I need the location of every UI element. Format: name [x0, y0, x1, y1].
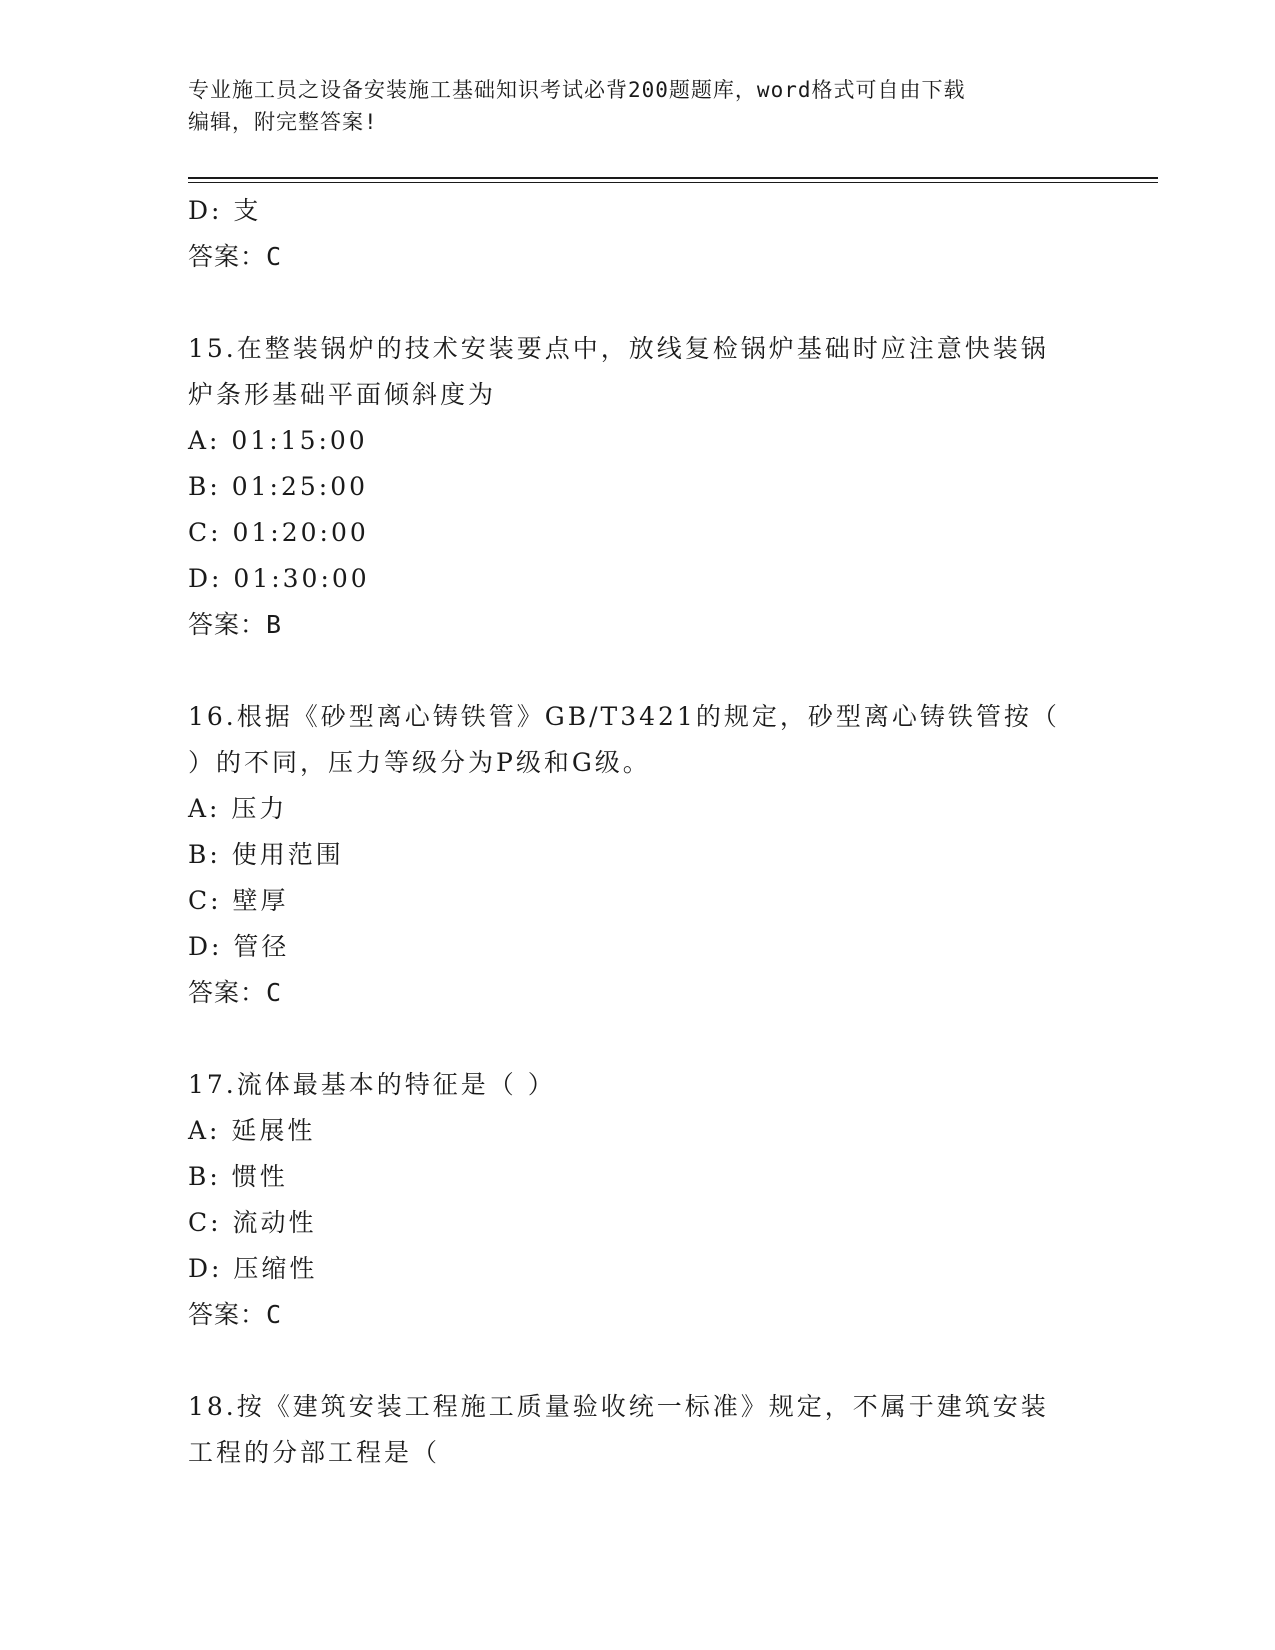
header-line-1: 专业施工员之设备安装施工基础知识考试必背200题题库，word格式可自由下载: [188, 78, 966, 102]
question-16-option-d: D: 管径: [188, 932, 290, 961]
header-rule-thin: [188, 182, 1158, 183]
question-content: [188, 188, 1088, 1476]
prev-answer: 答案：C: [188, 242, 283, 271]
question-17-answer: 答案：C: [188, 1300, 283, 1329]
question-15-text-line-2: 炉条形基础平面倾斜度为: [188, 380, 497, 409]
spacer: [188, 1016, 1088, 1062]
spacer: [188, 648, 1088, 694]
header-rule-thick: [188, 177, 1158, 179]
question-17-text-line-1: 17.流体最基本的特征是（ ）: [188, 1070, 556, 1099]
question-16-option-a: A: 压力: [188, 794, 288, 823]
question-17-option-b: B: 惯性: [188, 1162, 288, 1191]
question-15-answer: 答案：B: [188, 610, 283, 639]
question-16-option-c: C: 壁厚: [188, 886, 289, 915]
question-18-text-line-1: 18.按《建筑安装工程施工质量验收统一标准》规定，不属于建筑安装: [188, 1392, 1049, 1421]
question-15-option-a: A: 01:15:00: [188, 426, 368, 455]
question-15-text-line-1: 15.在整装锅炉的技术安装要点中，放线复检锅炉基础时应注意快装锅: [188, 334, 1049, 363]
spacer: [188, 1338, 1088, 1384]
document-header: [188, 74, 1088, 138]
question-15-option-c: C: 01:20:00: [188, 518, 369, 547]
header-line-2: 编辑，附完整答案!: [188, 110, 378, 134]
spacer: [188, 280, 1088, 326]
prev-option-d: D: 支: [188, 196, 262, 225]
question-18-text-line-2: 工程的分部工程是（: [188, 1438, 441, 1467]
question-15-option-b: B: 01:25:00: [188, 472, 369, 501]
question-16-text-line-2: ）的不同，压力等级分为P级和G级。: [188, 748, 651, 777]
question-17-option-c: C: 流动性: [188, 1208, 317, 1237]
question-16-text-line-1: 16.根据《砂型离心铸铁管》GB/T3421的规定，砂型离心铸铁管按（: [188, 702, 1060, 731]
question-15-option-d: D: 01:30:00: [188, 564, 370, 593]
question-16-answer: 答案：C: [188, 978, 283, 1007]
question-17-option-d: D: 压缩性: [188, 1254, 318, 1283]
question-17-option-a: A: 延展性: [188, 1116, 316, 1145]
question-16-option-b: B: 使用范围: [188, 840, 344, 869]
